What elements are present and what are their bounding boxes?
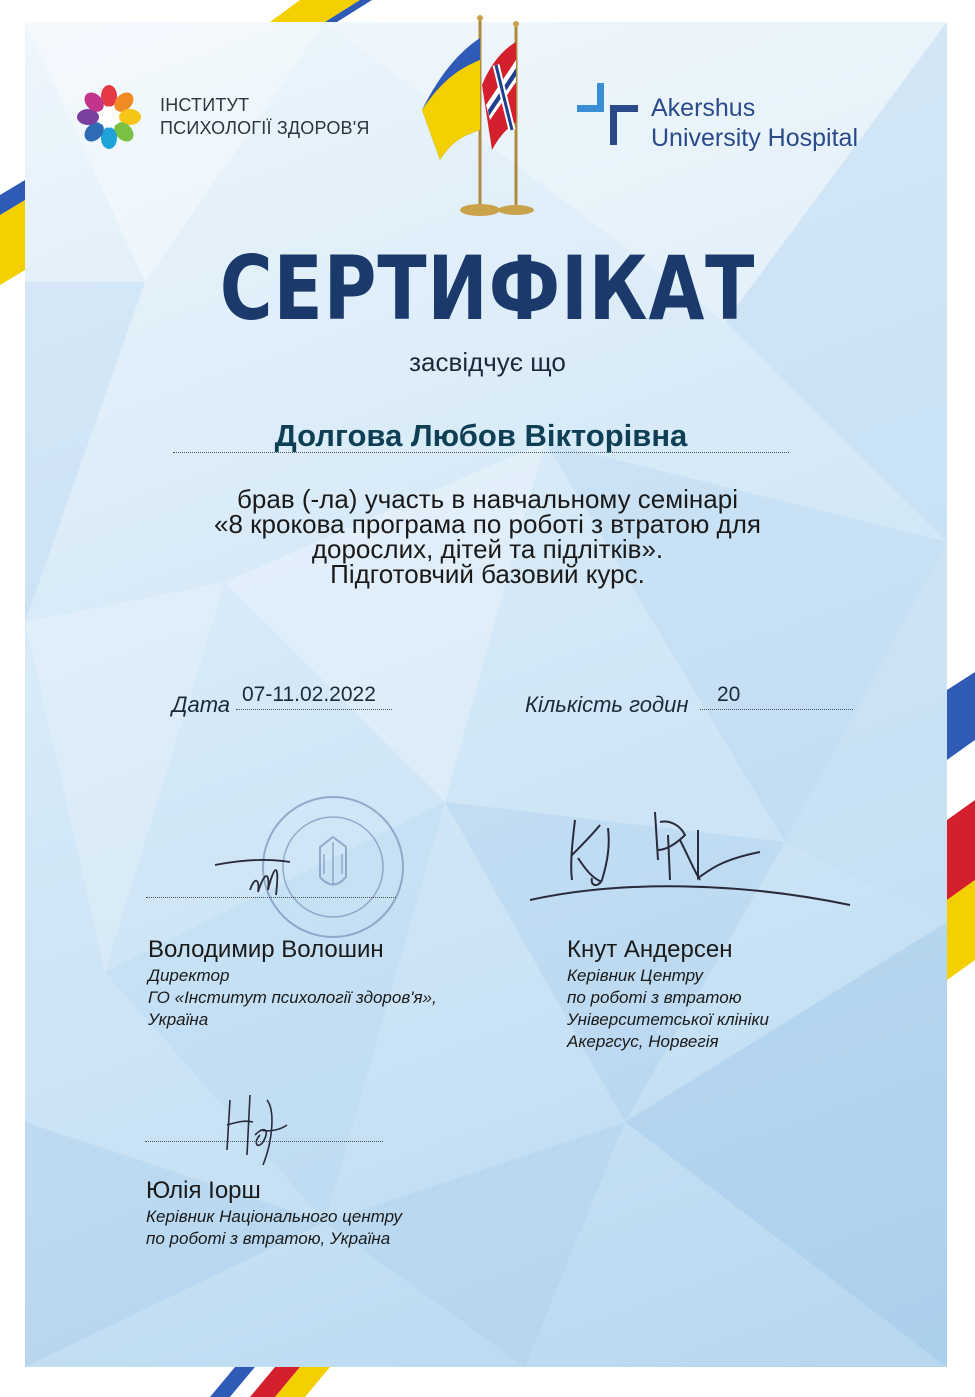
role-line: Університетської клініки <box>567 1010 769 1029</box>
role-line: Україна <box>148 1010 209 1029</box>
role-line: Директор <box>148 966 230 985</box>
role-line: по роботі з втратою, Україна <box>146 1229 391 1248</box>
signatory-1-name: Володимир Волошин <box>148 936 384 963</box>
institute-flower-icon <box>76 84 142 150</box>
institute-logo-line1: ІНСТИТУТ <box>160 95 250 115</box>
certifies-text: засвідчує що <box>409 347 566 377</box>
signature-3-icon <box>215 1080 295 1170</box>
signatory-3-role <box>146 1206 402 1250</box>
institute-logo-line2: ПСИХОЛОГІЇ ЗДОРОВ'Я <box>160 118 370 138</box>
signature-3-line <box>145 1141 383 1142</box>
description-line: брав (-ла) участь в навчальному семінарі <box>237 484 738 514</box>
hours-underline <box>700 709 853 710</box>
signature-2-icon <box>520 800 860 910</box>
date-value: 07-11.02.2022 <box>242 683 376 706</box>
akershus-logo-line1: Akershus <box>651 94 756 122</box>
signatory-1-role <box>148 965 437 1031</box>
akershus-logo-line2: University Hospital <box>651 124 859 152</box>
role-line: Акергсус, Норвегія <box>567 1032 719 1051</box>
hours-label: Кількість годин <box>525 692 689 717</box>
signatory-2-role <box>567 965 769 1053</box>
akershus-cross-icon <box>577 83 641 149</box>
institute-logo-text <box>160 94 370 140</box>
role-line: Керівник Національного центру <box>146 1207 403 1226</box>
description-line: дорослих, дітей та підлітків». <box>311 534 664 564</box>
signatory-3-name: Юлія Іорш <box>146 1177 261 1204</box>
description-line: Підготовчий базовий курс. <box>330 559 645 589</box>
description-line: «8 крокова програма по роботі з втратою для <box>214 509 761 539</box>
date-label: Дата <box>172 692 231 717</box>
role-line: ГО «Інститут психології здоров'я», <box>148 988 437 1007</box>
hours-value: 20 <box>717 683 741 706</box>
recipient-name: Долгова Любов Вікторівна <box>274 418 688 453</box>
signature-1-line <box>146 897 396 898</box>
certificate-title: СЕРТИФІКАТ <box>219 237 756 340</box>
ukraine-norway-flags-icon <box>412 10 542 220</box>
recipient-underline <box>173 452 789 453</box>
role-line: Керівник Центру <box>567 966 704 985</box>
signature-1-icon <box>210 820 330 900</box>
akershus-logo-text <box>651 93 858 153</box>
polygon-pattern <box>25 22 947 1367</box>
signatory-2-name: Кнут Андерсен <box>567 936 733 963</box>
date-underline <box>236 709 392 710</box>
certificate-panel <box>25 22 947 1367</box>
role-line: по роботі з втратою <box>567 988 742 1007</box>
course-description <box>0 484 975 589</box>
